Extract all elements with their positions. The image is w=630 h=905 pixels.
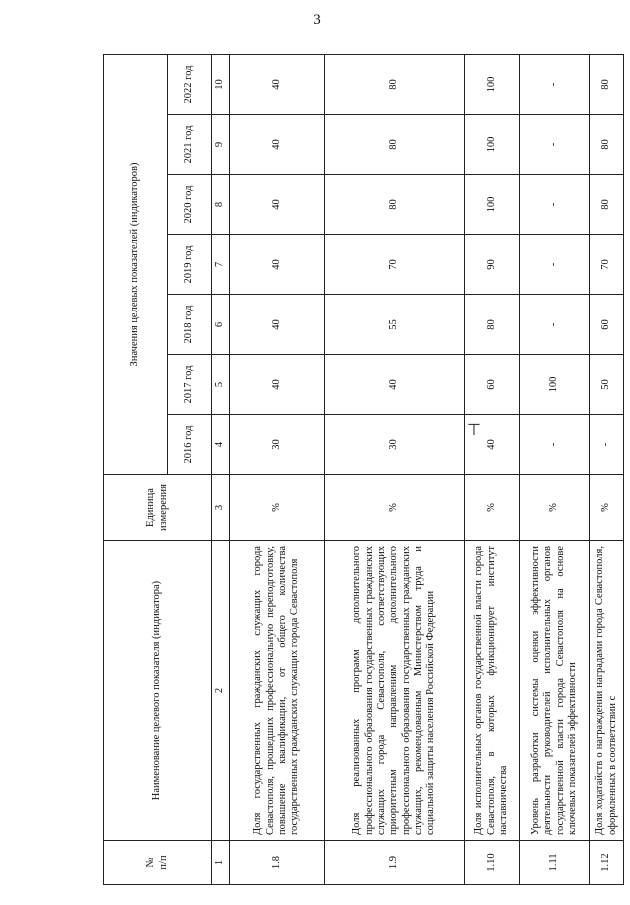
col-number: 6 [212,295,230,355]
value-cell: 80 [325,115,465,175]
value-cell: 40 [230,115,325,175]
indicator-name: Доля исполнительных органов государственной власти города Севастополя, в которых функционирует институт наставничества [465,541,520,841]
value-cell: 40 [465,415,520,475]
value-cell: 80 [590,54,624,114]
value-cell: - [520,54,590,114]
value-cell: 30 [325,415,465,475]
indicator-name: Доля реализованных программ дополнительного профессионального образования государственных гражданских служащих города Севастополя, соответствующих приоритетным направлениям дополнительного профессионального образования государственных гражданских служащих, рекомендованным Министерством труда и социальной защиты населения Российской Федерации [325,541,465,841]
col-header-num: № п/п [104,841,212,885]
page-number: 3 [313,12,321,28]
value-cell: 100 [465,115,520,175]
col-header-year: 2021 год [168,115,212,175]
col-header-year: 2018 год [168,295,212,355]
col-number: 10 [212,54,230,114]
value-cell: 40 [230,175,325,235]
value-cell: - [590,415,624,475]
value-cell: 100 [520,355,590,415]
col-number: 2 [212,541,230,841]
col-number: 3 [212,475,230,541]
value-cell: 60 [590,295,624,355]
value-cell: 40 [230,295,325,355]
scan-mark: ⊤ [467,420,481,439]
col-header-year: 2020 год [168,175,212,235]
table-row [590,54,624,884]
value-cell: 90 [465,235,520,295]
value-cell: 50 [590,355,624,415]
col-number: 9 [212,115,230,175]
value-cell: - [520,415,590,475]
value-cell: 40 [230,235,325,295]
col-number: 1 [212,841,230,885]
unit-cell: % [465,475,520,541]
unit-cell: % [590,475,624,541]
col-header-name: Наименование целевого показателя (индикатора) [104,541,212,841]
indicators-table [103,54,624,885]
unit-cell: % [230,475,325,541]
unit-cell: % [325,475,465,541]
value-cell: 30 [230,415,325,475]
col-header-values-group: Значения целевых показателей (индикаторов) [104,54,168,474]
value-cell: - [520,295,590,355]
value-cell: 70 [590,235,624,295]
table-row [465,54,520,884]
table-row [520,54,590,884]
table-row [325,54,465,884]
row-number: 1.9 [325,841,465,885]
value-cell: 55 [325,295,465,355]
value-cell: - [520,235,590,295]
value-cell: 40 [230,54,325,114]
row-number: 1.10 [465,841,520,885]
row-number: 1.12 [590,841,624,885]
col-header-year: 2016 год [168,415,212,475]
unit-cell: % [520,475,590,541]
value-cell: 80 [325,175,465,235]
indicators-table-rotated [103,55,618,885]
value-cell: 80 [590,115,624,175]
table-row [230,54,325,884]
row-number: 1.11 [520,841,590,885]
header-row-1 [104,54,168,884]
row-number: 1.8 [230,841,325,885]
value-cell: 100 [465,54,520,114]
header-row-numbers [212,54,230,884]
indicator-name: Уровень разработки системы оценки эффективности деятельности руководителей исполнительных органов государственной власти города Севастополя на основе ключевых показателей эффективности [520,541,590,841]
col-number: 8 [212,175,230,235]
col-header-unit: Единица измерения [104,475,212,541]
col-number: 7 [212,235,230,295]
value-cell: 80 [465,295,520,355]
value-cell: 80 [325,54,465,114]
value-cell: - [520,175,590,235]
indicator-name: Доля ходатайств о награждении наградами города Севастополя, оформленных в соответствии с [590,541,624,841]
col-number: 5 [212,355,230,415]
col-number: 4 [212,415,230,475]
value-cell: 40 [325,355,465,415]
indicator-name: Доля государственных гражданских служащих города Севастополя, прошедших профессиональную переподготовку, повышение квалификации, от общего количества государственных гражданских служащих города Севастополя [230,541,325,841]
value-cell: 40 [230,355,325,415]
col-header-year: 2019 год [168,235,212,295]
value-cell: 60 [465,355,520,415]
value-cell: 70 [325,235,465,295]
value-cell: - [520,115,590,175]
value-cell: 100 [465,175,520,235]
value-cell: 80 [590,175,624,235]
col-header-year: 2017 год [168,355,212,415]
col-header-year: 2022 год [168,54,212,114]
